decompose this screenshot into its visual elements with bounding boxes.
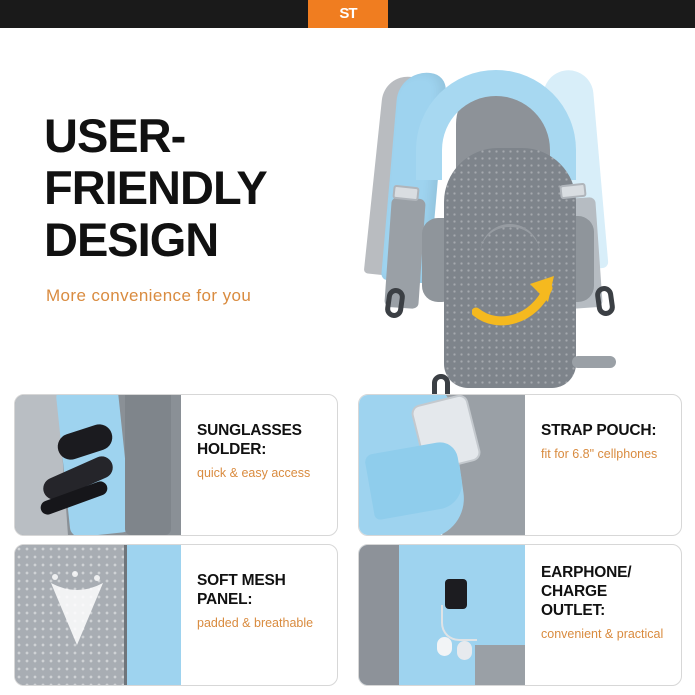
feature-photo <box>359 395 525 535</box>
top-bar <box>0 0 695 28</box>
feature-photo <box>15 545 181 685</box>
feature-title: EARPHONE/ CHARGE OUTLET: <box>541 564 632 619</box>
strap-buckle-left <box>392 185 419 202</box>
page-subtitle: More convenience for you <box>46 286 252 305</box>
airflow-arrow-icon <box>41 571 113 649</box>
feature-text <box>181 545 337 685</box>
feature-text <box>525 545 681 685</box>
feature-title: SOFT MESH PANEL: <box>197 572 286 608</box>
feature-desc: convenient & practical <box>541 627 664 641</box>
strap-tail <box>572 356 616 368</box>
feature-photo <box>15 395 181 535</box>
page-title: USER-FRIENDLY DESIGN <box>44 109 266 266</box>
earbud-icon <box>437 637 452 656</box>
brand-logo-icon: ST <box>339 5 357 22</box>
feature-text <box>181 395 337 535</box>
hero-section <box>0 28 695 380</box>
metal-clip-left <box>384 287 406 319</box>
feature-card-sunglasses-holder <box>14 394 338 536</box>
feature-title: SUNGLASSES HOLDER: <box>197 422 302 458</box>
feature-grid <box>0 388 695 695</box>
strap-buckle-right <box>559 183 586 200</box>
feature-desc: quick & easy access <box>197 466 311 480</box>
earphone-cord <box>441 605 477 641</box>
photo-strap-grey <box>359 545 399 685</box>
feature-photo <box>359 545 525 685</box>
earbud-icon <box>457 641 472 660</box>
feature-text <box>525 395 681 535</box>
curved-arrow-icon <box>472 258 564 328</box>
photo-bag-bottom <box>475 645 525 685</box>
feature-desc: padded & breathable <box>197 616 314 630</box>
feature-card-earphone-charge-outlet <box>358 544 682 686</box>
feature-card-strap-pouch <box>358 394 682 536</box>
hero-product-image <box>360 38 660 378</box>
feature-desc: fit for 6.8" cellphones <box>541 447 658 461</box>
photo-strap-blue <box>127 545 181 685</box>
feature-title: STRAP POUCH: <box>541 422 657 439</box>
photo-bag-body <box>125 395 171 535</box>
feature-card-soft-mesh-panel <box>14 544 338 686</box>
metal-clip-right <box>594 285 616 317</box>
